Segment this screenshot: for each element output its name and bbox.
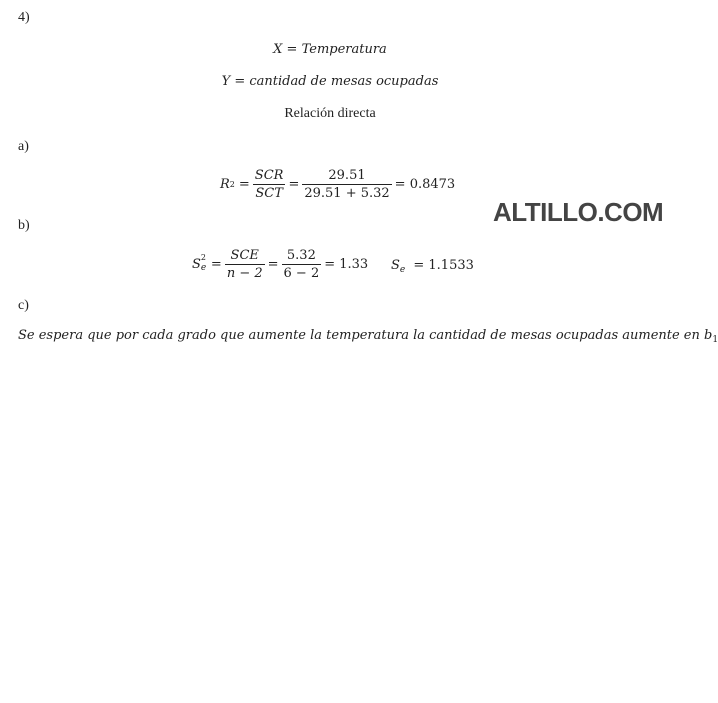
fraction-denominator: n − 2 <box>226 266 263 281</box>
y-definition: Y = cantidad de mesas ocupadas <box>221 74 439 89</box>
x-definition: X = Temperatura <box>273 42 387 57</box>
question-number: 4) <box>18 10 30 25</box>
fraction-numerator: SCR <box>254 168 284 183</box>
part-b-label: b) <box>18 218 30 233</box>
variance-equation <box>192 247 368 282</box>
r-squared-equation <box>220 167 455 202</box>
numeric-fraction <box>282 247 322 282</box>
s-sub-superscript: 2 e <box>200 252 207 273</box>
standard-error-result: = 1.1533 <box>413 258 474 273</box>
fraction-numerator: 29.51 <box>302 167 391 185</box>
equals-sign: = <box>238 177 250 192</box>
fraction-numerator: 5.32 <box>282 247 322 265</box>
fraction-denominator: 6 − 2 <box>283 266 320 281</box>
r-symbol: R <box>220 177 230 192</box>
b-subscript: 1 <box>712 335 718 345</box>
s-subscript: e <box>399 265 406 275</box>
s-symbol: S <box>391 258 400 273</box>
equals-sign: = <box>288 177 300 192</box>
r-exponent: 2 <box>229 180 235 189</box>
standard-error-equation <box>391 258 474 275</box>
numeric-fraction <box>302 167 391 202</box>
interpretation-text <box>18 328 718 345</box>
r-squared-result: = 0.8473 <box>394 177 456 192</box>
interpretation-body: Se espera que por cada grado que aumente la temperatura la cantidad de mesas ocupadas aumente en b <box>18 328 713 343</box>
part-c-label: c) <box>18 298 29 313</box>
equals-sign: = <box>210 257 222 272</box>
fraction-denominator: 29.51 + 5.32 <box>304 186 390 201</box>
part-a-label: a) <box>18 139 29 154</box>
s-symbol: S <box>192 257 201 272</box>
sce-over-n-fraction <box>225 247 265 282</box>
scr-over-sct-fraction <box>253 167 286 202</box>
fraction-denominator: SCT <box>255 186 283 201</box>
variance-result: = 1.33 <box>324 257 369 272</box>
fraction-numerator: SCE <box>225 247 265 265</box>
relation-text: Relación directa <box>284 106 376 121</box>
altillo-watermark: ALTILLO.COM <box>493 197 664 227</box>
equals-sign: = <box>267 257 279 272</box>
